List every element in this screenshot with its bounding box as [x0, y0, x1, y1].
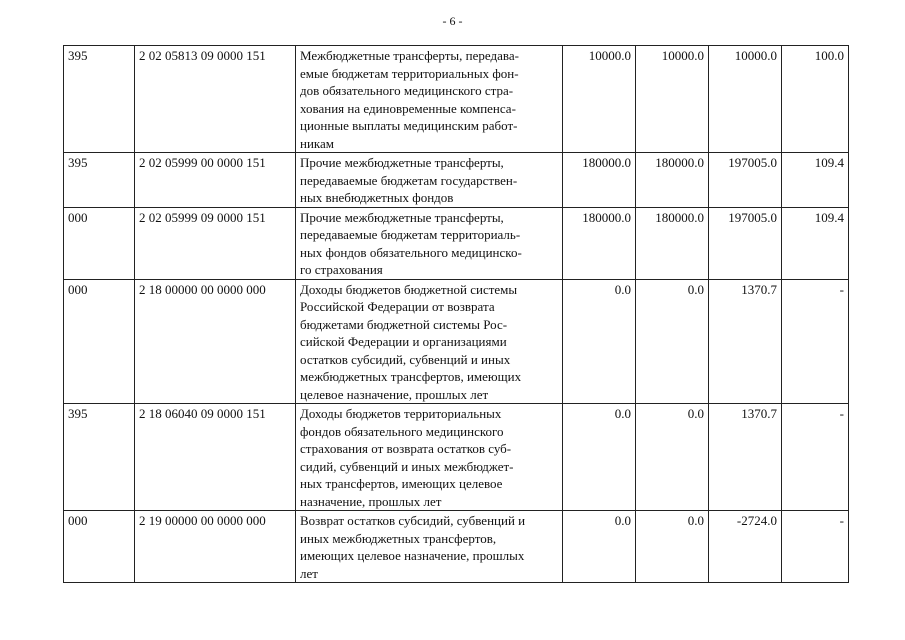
- revenue-name-line: страхования от возврата остатков суб-: [300, 441, 512, 456]
- revenue-name-line: целевое назначение, прошлых лет: [300, 386, 489, 402]
- percent-cell: -: [782, 404, 849, 511]
- actual-value-cell: -2724.0: [709, 511, 782, 583]
- revenue-name-line: передаваемые бюджетам государствен-: [300, 172, 518, 188]
- refined-value-cell: 0.0: [636, 511, 709, 583]
- revenue-name-line: Возврат остатков субсидий, субвенций и: [300, 513, 526, 528]
- table-row: [64, 404, 849, 511]
- revenue-name-line: фондов обязательного медицинского: [300, 423, 504, 439]
- table-row: [64, 279, 849, 404]
- budget-code-cell: 2 19 00000 00 0000 000: [135, 511, 296, 583]
- table-row: [64, 153, 849, 208]
- budget-code-cell: 2 02 05999 00 0000 151: [135, 153, 296, 208]
- plan-value-cell: 180000.0: [563, 207, 636, 279]
- revenue-name-line: назначение, прошлых лет: [300, 493, 442, 509]
- revenue-name-cell: [296, 153, 563, 208]
- admin-code-cell: 395: [64, 46, 135, 153]
- revenue-name-cell: [296, 279, 563, 404]
- admin-code-cell: 000: [64, 511, 135, 583]
- budget-revenue-table: [63, 45, 849, 583]
- revenue-name-line: ных трансфертов, имеющих целевое: [300, 476, 503, 491]
- admin-code-cell: 000: [64, 207, 135, 279]
- admin-code-cell: 000: [64, 279, 135, 404]
- table-row: [64, 207, 849, 279]
- table-body: [64, 46, 849, 583]
- revenue-name-cell: [296, 46, 563, 153]
- revenue-name-line: ных внебюджетных фондов: [300, 190, 454, 205]
- budget-code-cell: 2 02 05999 09 0000 151: [135, 207, 296, 279]
- actual-value-cell: 1370.7: [709, 279, 782, 404]
- admin-code-cell: 395: [64, 404, 135, 511]
- revenue-name-line: остатков субсидий, субвенций и иных: [300, 351, 511, 367]
- percent-cell: 109.4: [782, 153, 849, 208]
- revenue-name-line: никам: [300, 135, 335, 151]
- table-row: [64, 511, 849, 583]
- refined-value-cell: 0.0: [636, 404, 709, 511]
- percent-cell: -: [782, 279, 849, 404]
- revenue-name-line: ных фондов обязательного медицинско-: [300, 244, 522, 260]
- budget-code-cell: 2 18 06040 09 0000 151: [135, 404, 296, 511]
- budget-code-cell: 2 02 05813 09 0000 151: [135, 46, 296, 153]
- table-row: [64, 46, 849, 153]
- revenue-name-cell: [296, 404, 563, 511]
- plan-value-cell: 0.0: [563, 279, 636, 404]
- refined-value-cell: 180000.0: [636, 207, 709, 279]
- revenue-name-line: Доходы бюджетов бюджетной системы: [300, 281, 518, 297]
- plan-value-cell: 0.0: [563, 511, 636, 583]
- plan-value-cell: 180000.0: [563, 153, 636, 208]
- revenue-name-line: межбюджетных трансфертов, имеющих: [300, 369, 522, 384]
- refined-value-cell: 0.0: [636, 279, 709, 404]
- revenue-name-line: Прочие межбюджетные трансферты,: [300, 209, 504, 225]
- revenue-name-line: передаваемые бюджетам территориаль-: [300, 227, 521, 242]
- plan-value-cell: 0.0: [563, 404, 636, 511]
- revenue-name-line: бюджетами бюджетной системы Рос-: [300, 316, 508, 332]
- revenue-name-line: ционные выплаты медицинским работ-: [300, 118, 518, 133]
- percent-cell: 100.0: [782, 46, 849, 153]
- revenue-name-line: го страхования: [300, 262, 383, 277]
- revenue-name-line: Доходы бюджетов территориальных: [300, 406, 502, 421]
- revenue-name-line: иных межбюджетных трансфертов,: [300, 530, 497, 546]
- actual-value-cell: 197005.0: [709, 207, 782, 279]
- refined-value-cell: 10000.0: [636, 46, 709, 153]
- page-number: - 6 -: [442, 14, 463, 28]
- revenue-name-line: сидий, субвенций и иных межбюджет-: [300, 458, 514, 474]
- revenue-name-line: сийской Федерации и организациями: [300, 334, 507, 349]
- percent-cell: 109.4: [782, 207, 849, 279]
- revenue-name-line: Межбюджетные трансферты, передава-: [300, 48, 519, 63]
- percent-cell: -: [782, 511, 849, 583]
- revenue-name-line: Прочие межбюджетные трансферты,: [300, 155, 504, 170]
- budget-code-cell: 2 18 00000 00 0000 000: [135, 279, 296, 404]
- revenue-name-line: емые бюджетам территориальных фон-: [300, 65, 519, 81]
- revenue-name-line: имеющих целевое назначение, прошлых: [300, 548, 525, 563]
- revenue-name-cell: [296, 207, 563, 279]
- plan-value-cell: 10000.0: [563, 46, 636, 153]
- actual-value-cell: 10000.0: [709, 46, 782, 153]
- admin-code-cell: 395: [64, 153, 135, 208]
- refined-value-cell: 180000.0: [636, 153, 709, 208]
- revenue-name-line: дов обязательного медицинского стра-: [300, 83, 514, 98]
- revenue-name-line: лет: [300, 565, 318, 581]
- actual-value-cell: 197005.0: [709, 153, 782, 208]
- revenue-name-line: Российской Федерации от возврата: [300, 299, 495, 314]
- actual-value-cell: 1370.7: [709, 404, 782, 511]
- revenue-name-cell: [296, 511, 563, 583]
- revenue-name-line: хования на единовременные компенса-: [300, 100, 516, 116]
